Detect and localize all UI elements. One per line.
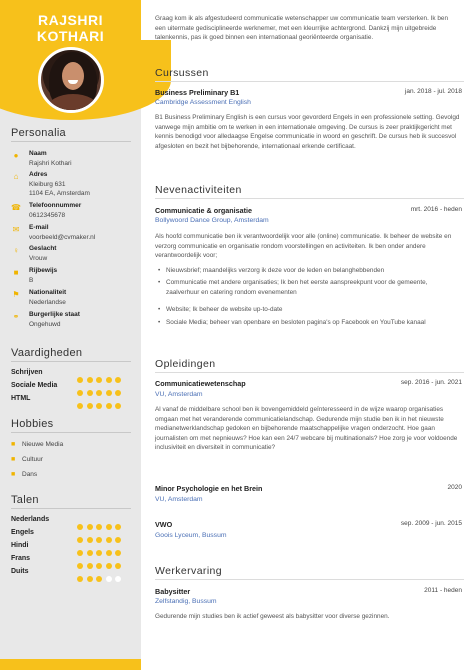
- language-row: [11, 542, 136, 552]
- education-divider: [155, 372, 464, 373]
- skills-title: Vaardigheden: [11, 347, 83, 359]
- course-name: Business Preliminary B1: [155, 88, 240, 97]
- hobby-item: ■ Dans: [11, 471, 38, 478]
- phone-icon: ☎: [11, 203, 21, 212]
- course-date: jan. 2018 - jul. 2018: [404, 88, 462, 95]
- skill-row: [11, 382, 136, 392]
- education-org: VU, Amsterdam: [155, 391, 203, 398]
- languages-title: Talen: [11, 494, 39, 506]
- intro-text: Graag kom ik als afgestudeerd communicatie wetenschapper uw communicatie team versterken. Ik ben een uitermate gedisciplineerde werknemer, met een kleurrijke achtergrond. Dankzij mijn uitgebreide talenkennis, pas ik goed binnen een internationaal georiënteerde organisatie.: [155, 15, 449, 42]
- work-date: 2011 - heden: [424, 587, 462, 594]
- person-icon: ●: [13, 151, 19, 160]
- language-rating: [77, 569, 125, 587]
- address-line-2: 1104 EA, Amsterdam: [29, 190, 90, 197]
- personal-label: Nationaliteit: [29, 289, 67, 296]
- hobby-icon: ■: [11, 441, 16, 448]
- education-description: Al vanaf de middelbare school ben ik bovengemiddeld geïnteresseerd in de wijze waarop organisaties omgaan met het veranderende communicatielandschap. Gedurende mijn studie ben ik in het nieuwste medianetwerklandschap gedoken en bijbehorende maatschappelijke vragen onderzocht. Hoe gaan journalisten om met nepnieuws? Hoe kan een 24/7 webcare bij multinationals? Hoe zorg je voor voldoende inclusiviteit en diversiteit in communicatie?: [155, 406, 458, 452]
- language-name: Nederlands: [11, 516, 50, 523]
- personal-value: Ongehuwd: [29, 321, 61, 328]
- work-divider: [155, 579, 464, 580]
- rating-dot: [77, 576, 83, 582]
- rings-icon: ⚭: [12, 312, 20, 321]
- education-org: Goois Lyceum, Bussum: [155, 532, 227, 539]
- personal-value: 0612345678: [29, 212, 66, 219]
- address-line-1: Kleiburg 631: [29, 181, 66, 188]
- profile-photo: [38, 47, 104, 113]
- hobbies-divider: [11, 432, 131, 433]
- language-row: [11, 555, 136, 565]
- personal-label: E-mail: [29, 224, 49, 231]
- personal-value: [29, 180, 90, 198]
- skill-name: Sociale Media: [11, 382, 58, 389]
- hobbies-title: Hobbies: [11, 418, 54, 430]
- candidate-name: RAJSHRI KOTHARI: [36, 12, 105, 44]
- personal-value: Rajshri Kothari: [29, 160, 72, 167]
- work-org: Zelfstandig, Bussum: [155, 598, 217, 605]
- rating-dot: [87, 576, 93, 582]
- hobby-item: ■ Nieuwe Media: [11, 441, 64, 448]
- education-name: Communicatiewetenschap: [155, 379, 246, 388]
- personal-value: Nederlandse: [29, 299, 66, 306]
- hobby-icon: ■: [11, 471, 16, 478]
- activity-bullet: • Nieuwsbrief; maandelijks verzorg ik deze voor de leden en belanghebbenden: [158, 266, 458, 276]
- hobby-item: ■ Cultuur: [11, 456, 43, 463]
- education-title: Opleidingen: [155, 358, 216, 370]
- languages-divider: [11, 508, 131, 509]
- flag-icon: ⚑: [12, 290, 20, 299]
- course-org: Cambridge Assessment English: [155, 99, 251, 106]
- education-name: VWO: [155, 520, 173, 529]
- rating-dot: [77, 403, 83, 409]
- language-row: [11, 516, 136, 526]
- personal-value: B: [29, 277, 34, 284]
- activity-bullet: • Website; Ik beheer de website up-to-date: [158, 305, 458, 315]
- skill-name: Schrijven: [11, 369, 43, 376]
- education-date: sep. 2016 - jun. 2021: [400, 379, 462, 386]
- education-date: sep. 2009 - jun. 2015: [400, 520, 462, 527]
- rating-dot: [106, 403, 112, 409]
- course-description: B1 Business Preliminary English is een cursus voor gevorderd Engels in een professionele setting. Gevolgd vanwege mijn ambitie om te werken in een internationale omgeving. De cursus is zeer praktijkgericht met kennis benodigd voor alledaagse Engelse communicatie in woord en geschrift. De cursus heb ik succesvol afgesloten en bezit het bijbehorende, internationaal erkende certificaat.: [155, 114, 460, 150]
- activity-role: Communicatie & organisatie: [155, 206, 253, 215]
- hobby-icon: ■: [11, 456, 16, 463]
- activity-date: mrt. 2016 - heden: [410, 206, 462, 213]
- personal-label: Rijbewijs: [29, 267, 58, 274]
- personal-label: Adres: [29, 171, 48, 178]
- courses-title: Cursussen: [155, 67, 209, 79]
- personal-label: Telefoonnummer: [29, 202, 82, 209]
- language-row: [11, 529, 136, 539]
- language-name: Engels: [11, 529, 34, 536]
- activity-org: Bollywoord Dance Group, Amsterdam: [155, 217, 269, 224]
- gender-icon: ♀: [13, 246, 19, 255]
- education-org: VU, Amsterdam: [155, 496, 203, 503]
- skill-row: [11, 369, 136, 379]
- activity-bullet: • Sociale Media; beheer van openbare en besloten pagina's op Facebook en YouTube kanaal: [158, 318, 458, 328]
- language-name: Hindi: [11, 542, 29, 549]
- home-icon: ⌂: [13, 172, 19, 181]
- language-row: [11, 568, 136, 578]
- language-name: Duits: [11, 568, 29, 575]
- work-title: Werkervaring: [155, 565, 223, 577]
- skill-rating: [77, 396, 125, 414]
- activity-description: Als hoofd communicatie ben ik verantwoordelijk voor alle (online) communicatie. Ik beheer de website en verzorg communicatie en organisatie rondom voorstellingen en activiteiten. Ik ben onder andere verantwoordelijk voor;: [155, 233, 452, 260]
- personal-value: Vrouw: [29, 255, 48, 262]
- rating-dot: [106, 576, 112, 582]
- personal-divider: [11, 141, 131, 142]
- personal-title: Personalia: [11, 127, 66, 139]
- work-description: Gedurende mijn studies ben ik actief geweest als babysitter voor diverse gezinnen.: [155, 613, 390, 620]
- personal-label: Geslacht: [29, 245, 57, 252]
- sidebar: [0, 0, 141, 670]
- skill-name: HTML: [11, 395, 31, 402]
- rating-dot: [115, 576, 121, 582]
- skills-divider: [11, 361, 131, 362]
- rating-dot: [87, 403, 93, 409]
- car-icon: ■: [13, 268, 19, 277]
- mail-icon: ✉: [12, 225, 20, 234]
- skill-row: [11, 395, 136, 405]
- side-activities-divider: [155, 198, 464, 199]
- rating-dot: [115, 403, 121, 409]
- education-name: Minor Psychologie en het Brein: [155, 484, 263, 493]
- rating-dot: [96, 576, 102, 582]
- side-activities-title: Nevenactiviteiten: [155, 184, 242, 196]
- activity-bullet: • Communicatie met andere organisaties; Ik ben het eerste aanspreekpunt voor de gemeente, zaalverhuur en catering rondom evenementen: [158, 278, 458, 297]
- work-role: Babysitter: [155, 587, 191, 596]
- personal-label: Burgerlijke staat: [29, 311, 80, 318]
- education-date: 2020: [447, 484, 462, 491]
- personal-label: Naam: [29, 150, 47, 157]
- courses-divider: [155, 81, 464, 82]
- rating-dot: [96, 403, 102, 409]
- language-name: Frans: [11, 555, 31, 562]
- sidebar-footer-band: [0, 659, 141, 670]
- personal-value[interactable]: voorbeeld@cvmaker.nl: [29, 234, 96, 241]
